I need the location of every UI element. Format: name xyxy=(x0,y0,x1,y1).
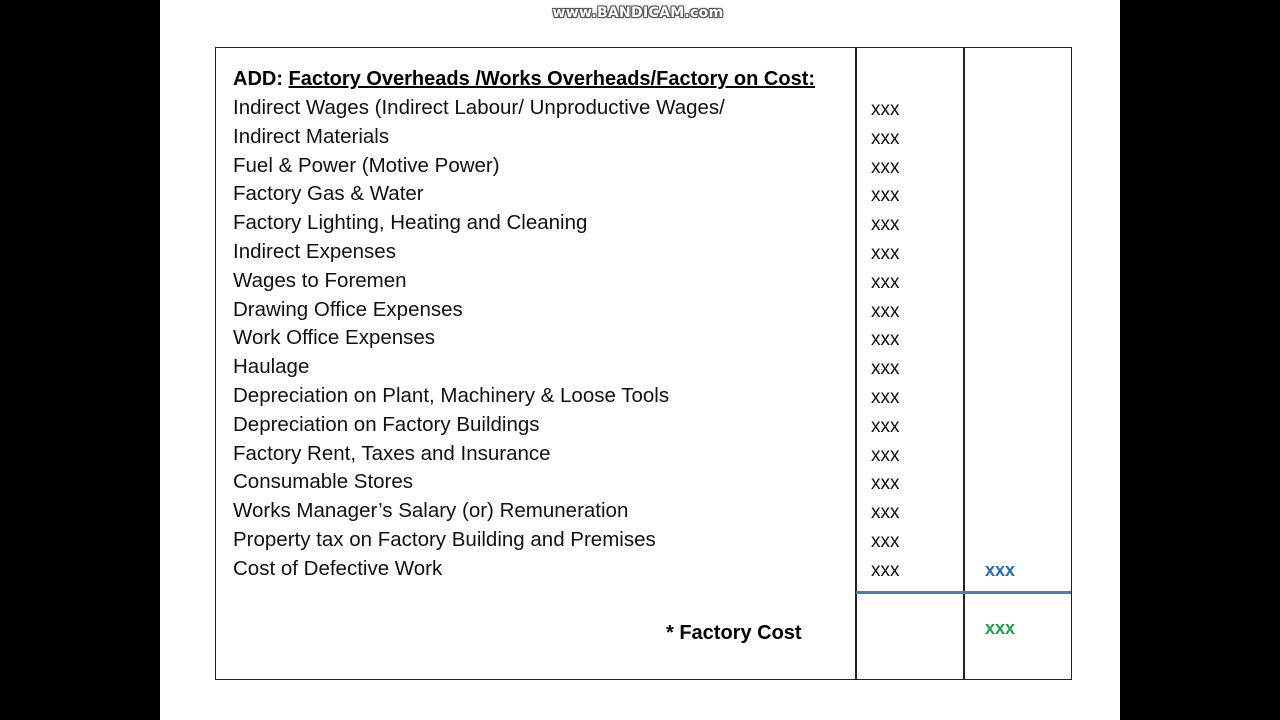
overhead-item-amount: xxx xyxy=(871,156,900,178)
factory-cost-value: xxx xyxy=(985,618,1016,638)
particulars-column xyxy=(233,65,853,584)
overhead-item-label: Work Office Expenses xyxy=(233,326,436,350)
overhead-item-label: Fuel & Power (Motive Power) xyxy=(233,153,500,177)
overhead-item-amount: xxx xyxy=(871,300,900,322)
overhead-item-amount: xxx xyxy=(871,242,900,264)
overhead-item-amount: xxx xyxy=(871,444,900,466)
overhead-item-label: Drawing Office Expenses xyxy=(233,297,463,321)
heading-title: Factory Overheads /Works Overheads/Factory on Cost: xyxy=(288,68,816,90)
overhead-item-label: Indirect Wages (Indirect Labour/ Unproductive Wages/ xyxy=(233,96,725,119)
amounts-column xyxy=(871,96,951,586)
slide-page xyxy=(160,0,1120,720)
column-divider-1 xyxy=(855,47,857,680)
overhead-item-label: Haulage xyxy=(233,355,310,379)
overhead-item-label: Depreciation on Plant, Machinery & Loose Tools xyxy=(233,383,670,407)
overhead-item-amount: xxx xyxy=(871,415,900,437)
overhead-item-label: Property tax on Factory Building and Premises xyxy=(233,527,656,551)
factory-cost-label: * Factory Cost xyxy=(666,622,802,644)
overhead-item-amount: xxx xyxy=(871,530,900,552)
overhead-item-label: Depreciation on Factory Buildings xyxy=(233,412,540,436)
heading-prefix: ADD: xyxy=(233,68,289,90)
overhead-item-label: Factory Rent, Taxes and Insurance xyxy=(233,441,551,465)
overhead-item-label: Factory Gas & Water xyxy=(233,182,424,206)
column-divider-2 xyxy=(963,47,965,680)
overhead-item-amount: xxx xyxy=(871,214,900,236)
overhead-item-label: Works Manager’s Salary (or) Remuneration xyxy=(233,499,629,523)
section-heading xyxy=(233,65,853,94)
overhead-item-amount: xxx xyxy=(871,559,900,581)
overhead-item-label: Wages to Foremen xyxy=(233,268,407,292)
overhead-item-amount: xxx xyxy=(871,99,900,120)
overhead-item-amount: xxx xyxy=(871,185,900,207)
overhead-item-label: Indirect Materials xyxy=(233,124,390,148)
subtotal-rule xyxy=(856,591,1071,594)
overheads-subtotal: xxx xyxy=(985,560,1016,580)
overhead-item-amount: xxx xyxy=(871,473,900,495)
cost-sheet-table xyxy=(215,47,1072,680)
overhead-item-amount: xxx xyxy=(871,502,900,524)
overhead-item-amount: xxx xyxy=(871,386,900,408)
overhead-item-label: Consumable Stores xyxy=(233,470,414,494)
overhead-item-label: Indirect Expenses xyxy=(233,239,396,263)
overhead-item-amount: xxx xyxy=(871,271,900,293)
recorder-watermark: www.BANDICAM.com xyxy=(552,5,724,21)
overhead-item-amount: xxx xyxy=(871,329,900,351)
overhead-item-amount: xxx xyxy=(871,127,900,149)
overhead-item-label: Factory Lighting, Heating and Cleaning xyxy=(233,211,588,235)
overhead-labels xyxy=(233,94,853,584)
overhead-item-label: Cost of Defective Work xyxy=(233,556,443,580)
overhead-item-amount: xxx xyxy=(871,358,900,380)
